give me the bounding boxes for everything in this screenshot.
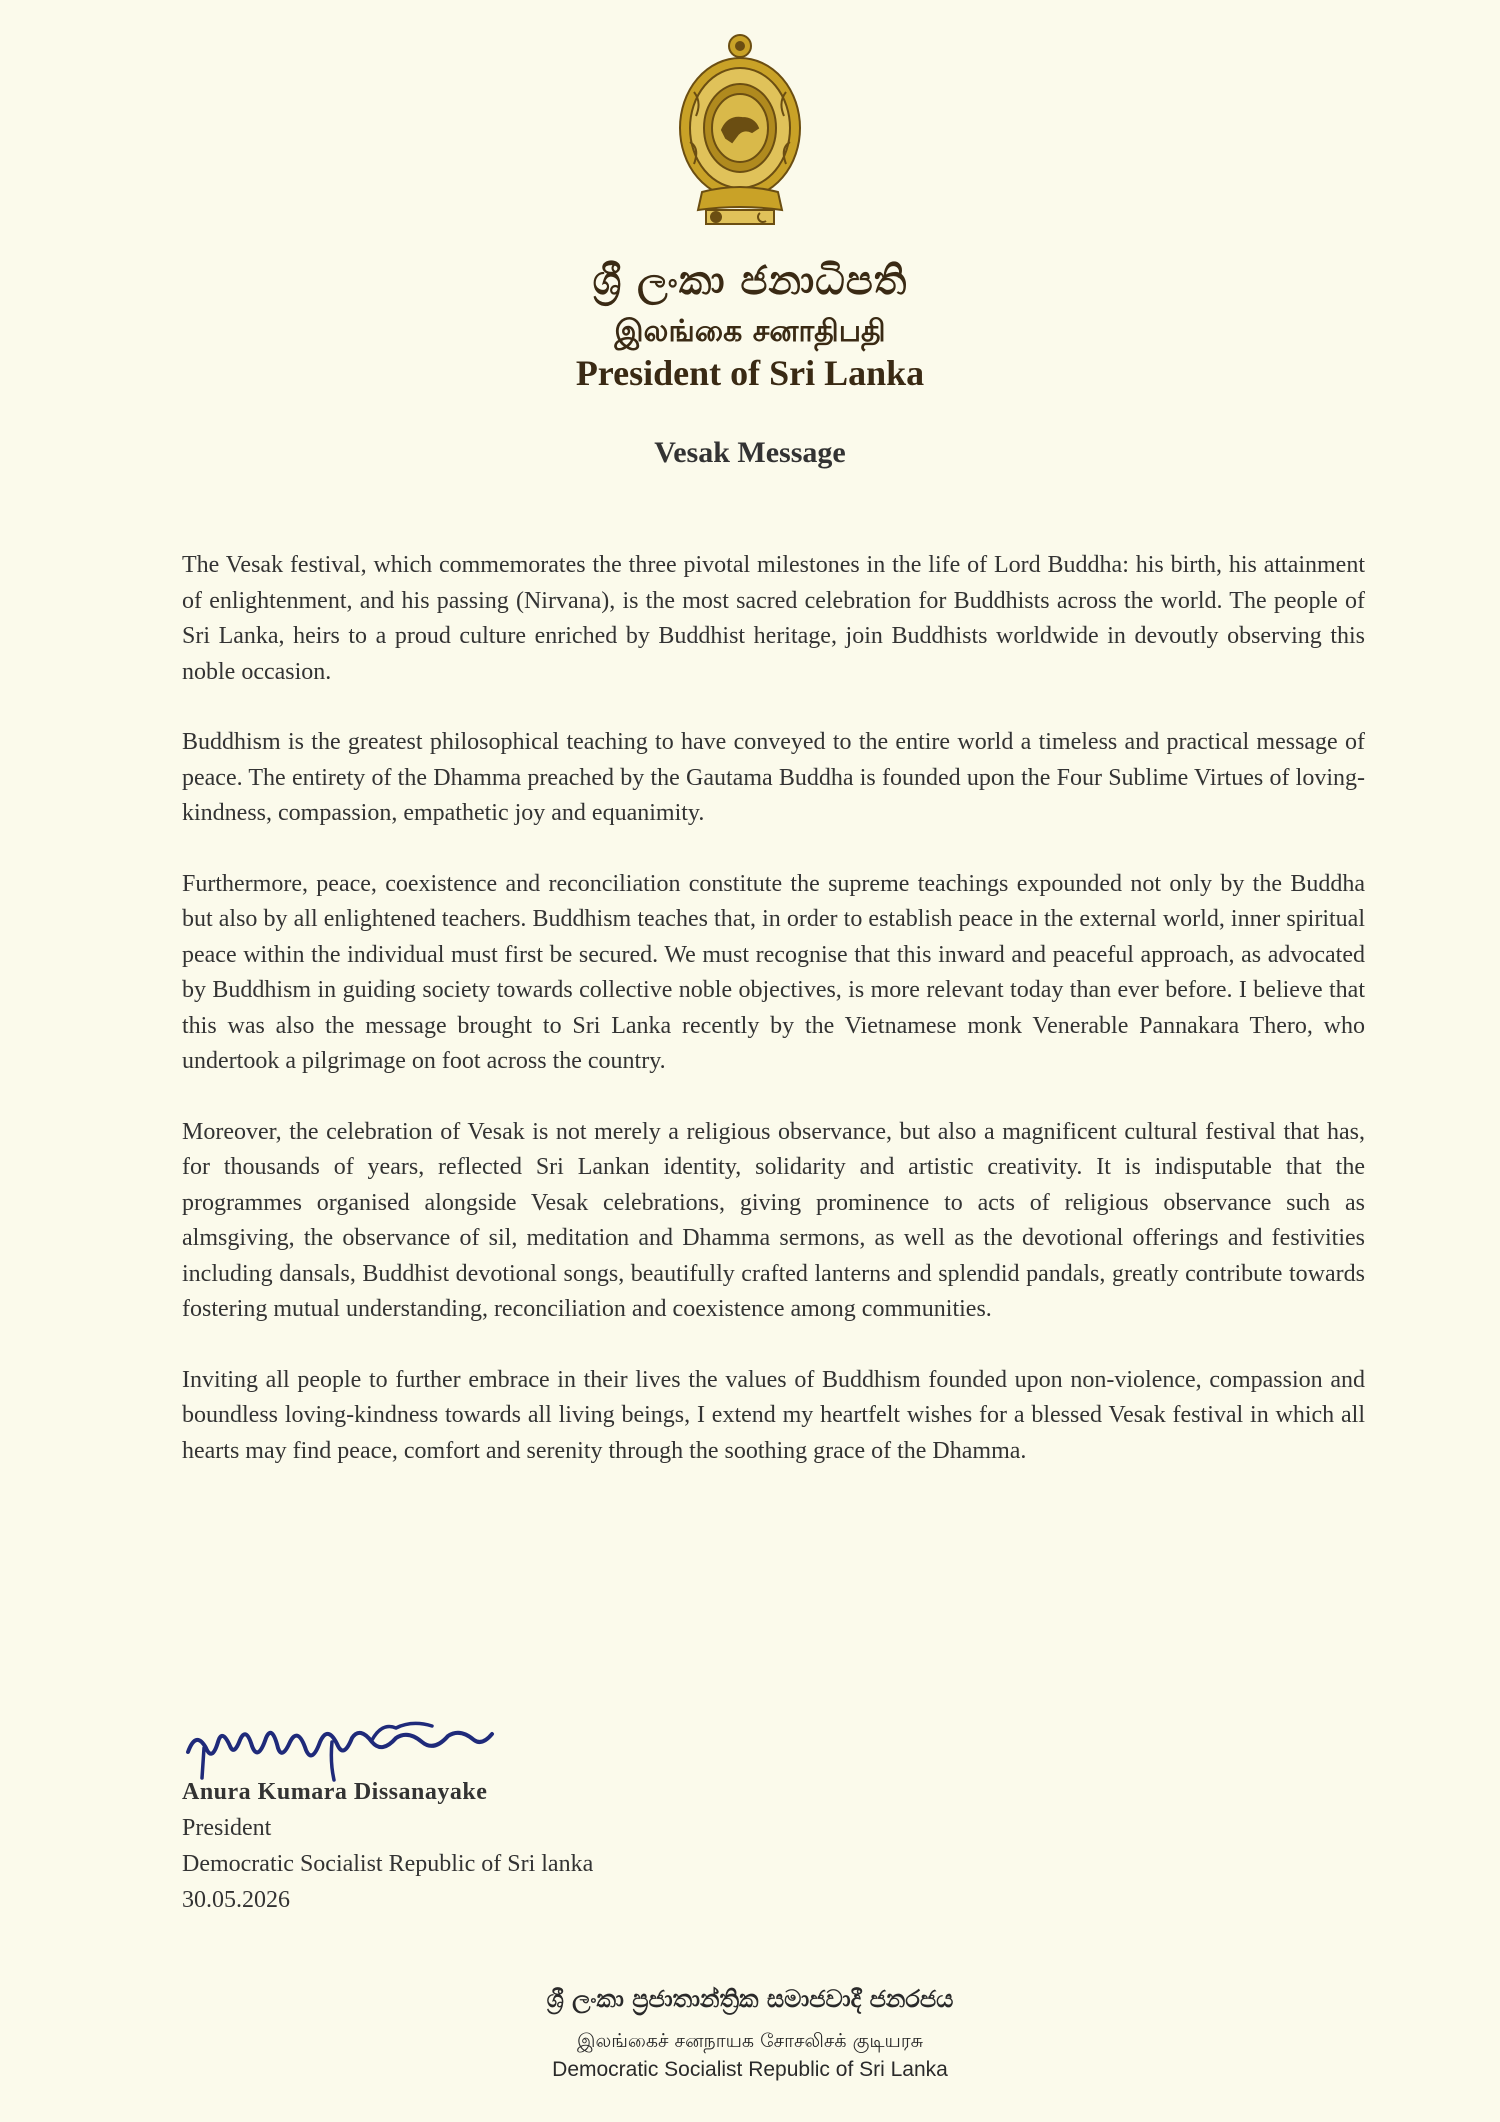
paragraph: Inviting all people to further embrace in their lives the values of Buddhism founded upon non-violence, compassion and boundless loving-kindness towards all living beings, I extend my heartfelt wishes for a blessed Vesak festival in which all hearts may find peace, comfort and serenity through the soothing grace of the Dhamma.: [182, 1366, 1365, 1464]
handwritten-signature: [182, 1712, 502, 1782]
letterhead-title-tamil: இலங்கை சனாதிபதி: [614, 314, 886, 349]
message-body: [182, 548, 1365, 1504]
paragraph: The Vesak festival, which commemorates the three pivotal milestones in the life of Lord Buddha: his birth, his attainment of enlightenment, and his passing (Nirvana), is the most sacred celebration for Buddhists across the world. The people of Sri Lanka, heirs to a proud culture enriched by Buddhist heritage, join Buddhists worldwide in devoutly observing this noble occasion.: [182, 552, 1365, 685]
signatory-designation: President: [182, 1815, 272, 1841]
footer-english: Democratic Socialist Republic of Sri Lanka: [552, 2058, 948, 2081]
footer-tamil: இலங்கைச் சனநாயக சோசலிசக் குடியரசு: [576, 2030, 924, 2052]
letterhead-title-english: President of Sri Lanka: [575, 353, 925, 393]
signatory-block: [182, 1774, 593, 1918]
paragraph: Furthermore, peace, coexistence and reconciliation constitute the supreme teachings expounded not only by the Buddha but also by all enlightened teachers. Buddhism teaches that, in order to establish peace in the external world, inner spiritual peace within the individual must first be secured. We must recognise that this inward and peaceful approach, as advocated by Buddhism in guiding society towards collective noble objectives, is more relevant today than ever before. I believe that this was also the message brought to Sri Lanka recently by the Vietnamese monk Venerable Pannakara Thero, who undertook a pilgrimage on foot across the country.: [182, 870, 1365, 1074]
paragraph: Buddhism is the greatest philosophical teaching to have conveyed to the entire world a timeless and practical message of peace. The entirety of the Dhamma preached by the Gautama Buddha is founded upon the Four Sublime Virtues of loving-kindness, compassion, empathetic joy and equanimity.: [182, 729, 1365, 826]
letter-date: 30.05.2026: [182, 1887, 290, 1913]
signatory-name: Anura Kumara Dissanayake: [182, 1779, 488, 1805]
national-emblem-icon: [672, 32, 808, 228]
signatory-organisation: Democratic Socialist Republic of Sri lanka: [182, 1851, 594, 1877]
footer-sinhala: ශ්‍රී ලංකා ප්‍රජාතාන්ත්‍රික සමාජවාදී ජනරජය: [546, 1985, 954, 2013]
letterhead-title-sinhala: ශ්‍රී ලංකා ජනාධිපති: [592, 258, 908, 304]
paragraph: Moreover, the celebration of Vesak is not merely a religious observance, but also a magnificent cultural festival that has, for thousands of years, reflected Sri Lankan identity, solidarity and artistic creativity. It is indisputable that the programmes organised alongside Vesak celebrations, giving prominence to acts of religious observance such as almsgiving, the observance of sil, meditation and Dhamma sermons, as well as the devotional offerings and festivities including dansals, Buddhist devotional songs, beautifully crafted lanterns and splendid pandals, greatly contribute towards fostering mutual understanding, reconciliation and coexistence among communities.: [182, 1118, 1365, 1322]
document-title: Vesak Message: [654, 436, 846, 469]
